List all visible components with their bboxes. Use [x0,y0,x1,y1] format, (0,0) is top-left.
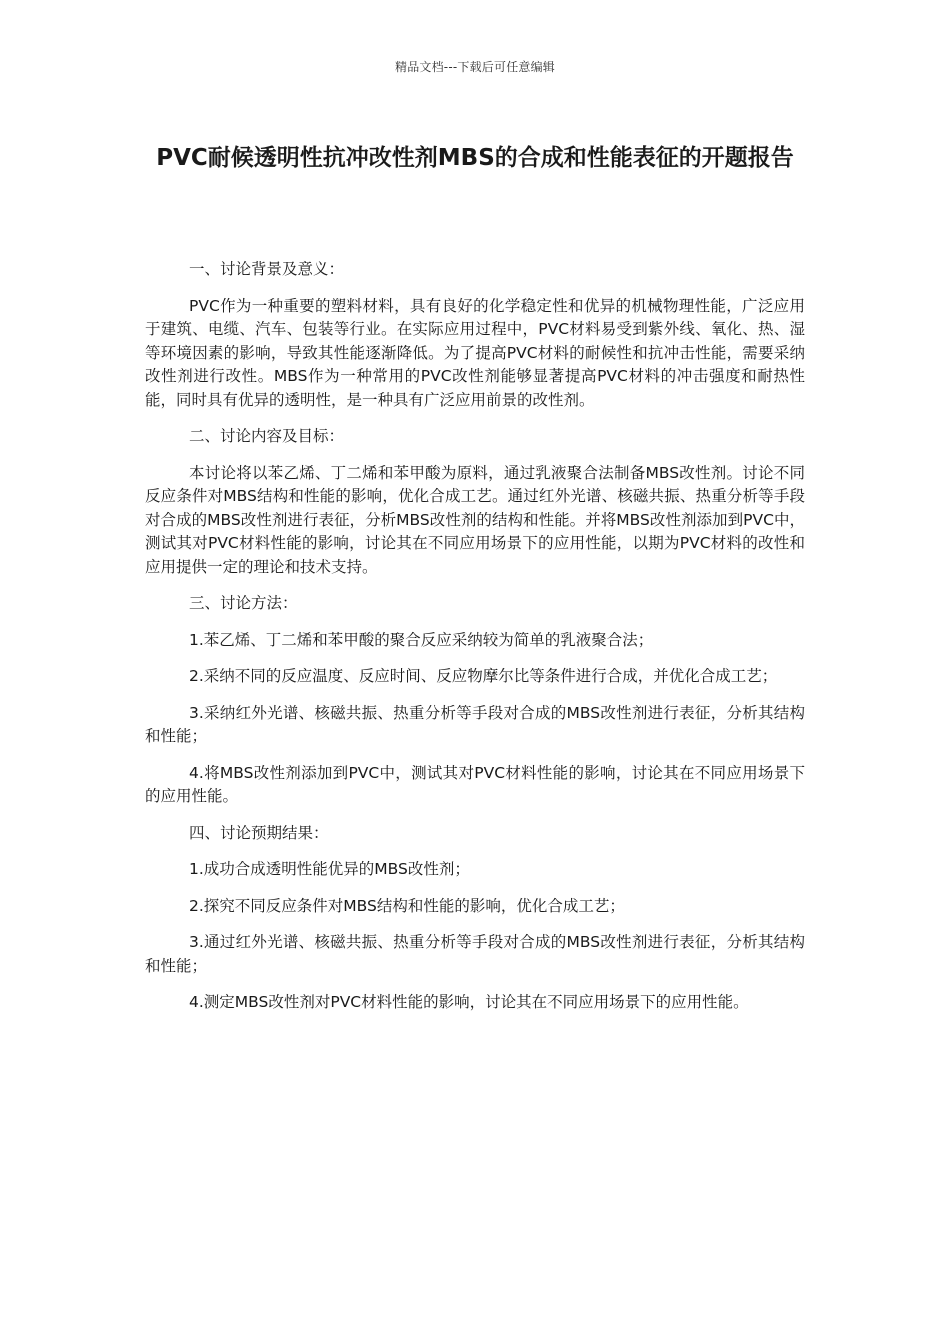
list-item: 1.苯乙烯、丁二烯和苯甲酸的聚合反应采纳较为简单的乳液聚合法； [189,630,654,649]
paragraph: PVC作为一种重要的塑料材料，具有良好的化学稳定性和优异的机械物理性能，广泛应用于建筑、电缆、汽车、包装等行业。在实际应用过程中，PVC材料易受到紫外线、氧化、热、湿等环境因素的影响，导致其性能逐渐降低。为了提高PVC材料的耐候性和抗冲击性能，需要采纳改性剂进行改性。MBS作为一种常用的PVC改性剂能够显著提高PVC材料的冲击强度和耐热性能，同时具有优异的透明性，是一种具有广泛应用前景的改性剂。 [145,296,805,409]
list-item: 2.探究不同反应条件对MBS结构和性能的影响，优化合成工艺； [189,896,625,915]
list-item: 4.测定MBS改性剂对PVC材料性能的影响，讨论其在不同应用场景下的应用性能。 [189,993,749,1011]
section-background [145,258,805,412]
document-body [145,258,805,1028]
list-item: 1.成功合成透明性能优异的MBS改性剂； [189,860,470,878]
section-heading: 三、讨论方法： [189,594,298,612]
list-item: 3.采纳红外光谱、核磁共振、热重分析等手段对合成的MBS改性剂进行表征，分析其结构和性能； [145,703,805,745]
section-heading: 四、讨论预期结果： [189,823,329,842]
page-header-note: 精品文档---下载后可任意编辑 [395,60,555,74]
list-item: 4.将MBS改性剂添加到PVC中，测试其对PVC材料性能的影响，讨论其在不同应用场景下的应用性能。 [145,763,805,805]
document-title: PVC耐候透明性抗冲改性剂MBS的合成和性能表征的开题报告 [156,145,794,171]
paragraph: 本讨论将以苯乙烯、丁二烯和苯甲酸为原料，通过乳液聚合法制备MBS改性剂。讨论不同反应条件对MBS结构和性能的影响，优化合成工艺。通过红外光谱、核磁共振、热重分析等手段对合成的MBS改性剂进行表征，分析MBS改性剂的结构和性能。并将MBS改性剂添加到PVC中，测试其对PVC材料性能的影响，讨论其在不同应用场景下的应用性能，以期为PVC材料的改性和应用提供一定的理论和技术支持。 [145,463,805,576]
list-item: 3.通过红外光谱、核磁共振、热重分析等手段对合成的MBS改性剂进行表征，分析其结构和性能； [145,933,805,975]
section-expected-results [145,822,805,1015]
section-heading: 一、讨论背景及意义： [189,260,345,278]
section-heading: 二、讨论内容及目标： [189,427,345,445]
section-methods [145,592,805,809]
list-item: 2.采纳不同的反应温度、反应时间、反应物摩尔比等条件进行合成，并优化合成工艺； [189,667,778,685]
section-content-goals [145,425,805,579]
